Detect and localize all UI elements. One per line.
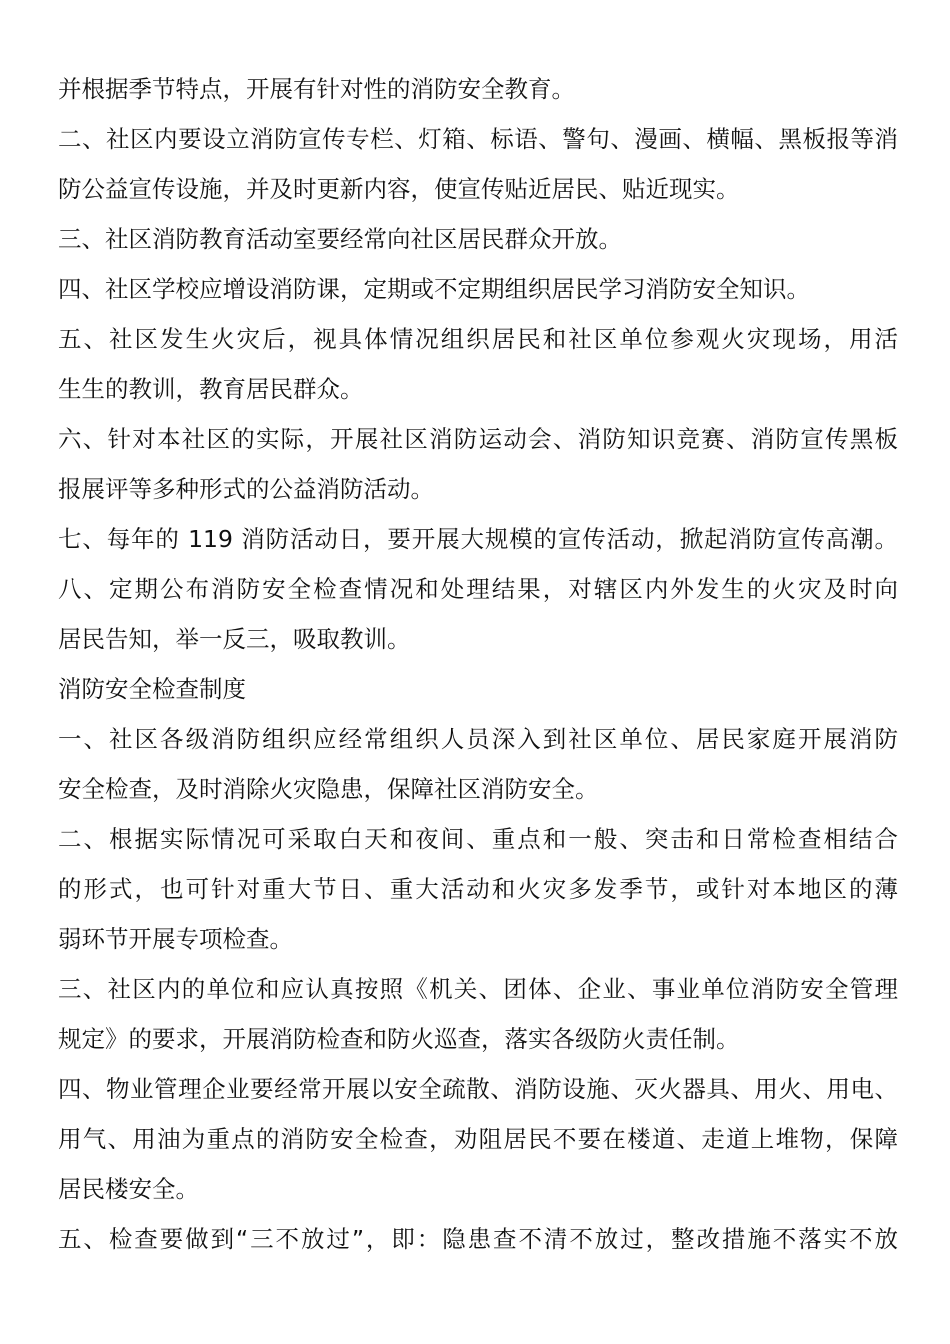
text-line: 二、根据实际情况可采取白天和夜间、重点和一般、突击和日常检查相结合 [58,825,898,853]
text-line: 居民告知，举一反三，吸取教训。 [58,625,411,653]
text-line: 弱环节开展专项检查。 [58,925,293,953]
text-line: 四、物业管理企业要经常开展以安全疏散、消防设施、灭火器具、用火、用电、 [58,1075,898,1103]
text-line: 安全检查，及时消除火灾隐患，保障社区消防安全。 [58,775,599,803]
text-line: 六、针对本社区的实际，开展社区消防运动会、消防知识竞赛、消防宣传黑板 [58,425,898,453]
text-line: 二、社区内要设立消防宣传专栏、灯箱、标语、警句、漫画、横幅、黑板报等消 [58,125,898,153]
section-heading: 消防安全检查制度 [58,675,246,703]
text-line: 一、社区各级消防组织应经常组织人员深入到社区单位、居民家庭开展消防 [58,725,898,753]
text-line: 八、定期公布消防安全检查情况和处理结果，对辖区内外发生的火灾及时向 [58,575,898,603]
text-line: 用气、用油为重点的消防安全检查，劝阻居民不要在楼道、走道上堆物，保障 [58,1125,898,1153]
document-body [58,64,898,1264]
text-line: 规定》的要求，开展消防检查和防火巡查，落实各级防火责任制。 [58,1025,740,1053]
text-line: 五、社区发生火灾后，视具体情况组织居民和社区单位参观火灾现场，用活 [58,325,898,353]
text-line: 居民楼安全。 [58,1175,199,1203]
text-line: 的形式，也可针对重大节日、重大活动和火灾多发季节，或针对本地区的薄 [58,875,898,903]
text-line: 四、社区学校应增设消防课，定期或不定期组织居民学习消防安全知识。 [58,275,810,303]
text-line: 三、社区消防教育活动室要经常向社区居民群众开放。 [58,225,622,253]
text-line: 并根据季节特点，开展有针对性的消防安全教育。 [58,75,575,103]
text-line: 七、每年的 119 消防活动日，要开展大规模的宣传活动，掀起消防宣传高潮。 [58,525,898,553]
text-line: 报展评等多种形式的公益消防活动。 [58,475,434,503]
text-line: 三、社区内的单位和应认真按照《机关、团体、企业、事业单位消防安全管理 [58,975,898,1003]
text-line: 生生的教训，教育居民群众。 [58,375,364,403]
text-line: 防公益宣传设施，并及时更新内容，使宣传贴近居民、贴近现实。 [58,175,740,203]
text-line: 五、检查要做到“三不放过”，即：隐患查不清不放过，整改措施不落实不放 [58,1225,898,1253]
